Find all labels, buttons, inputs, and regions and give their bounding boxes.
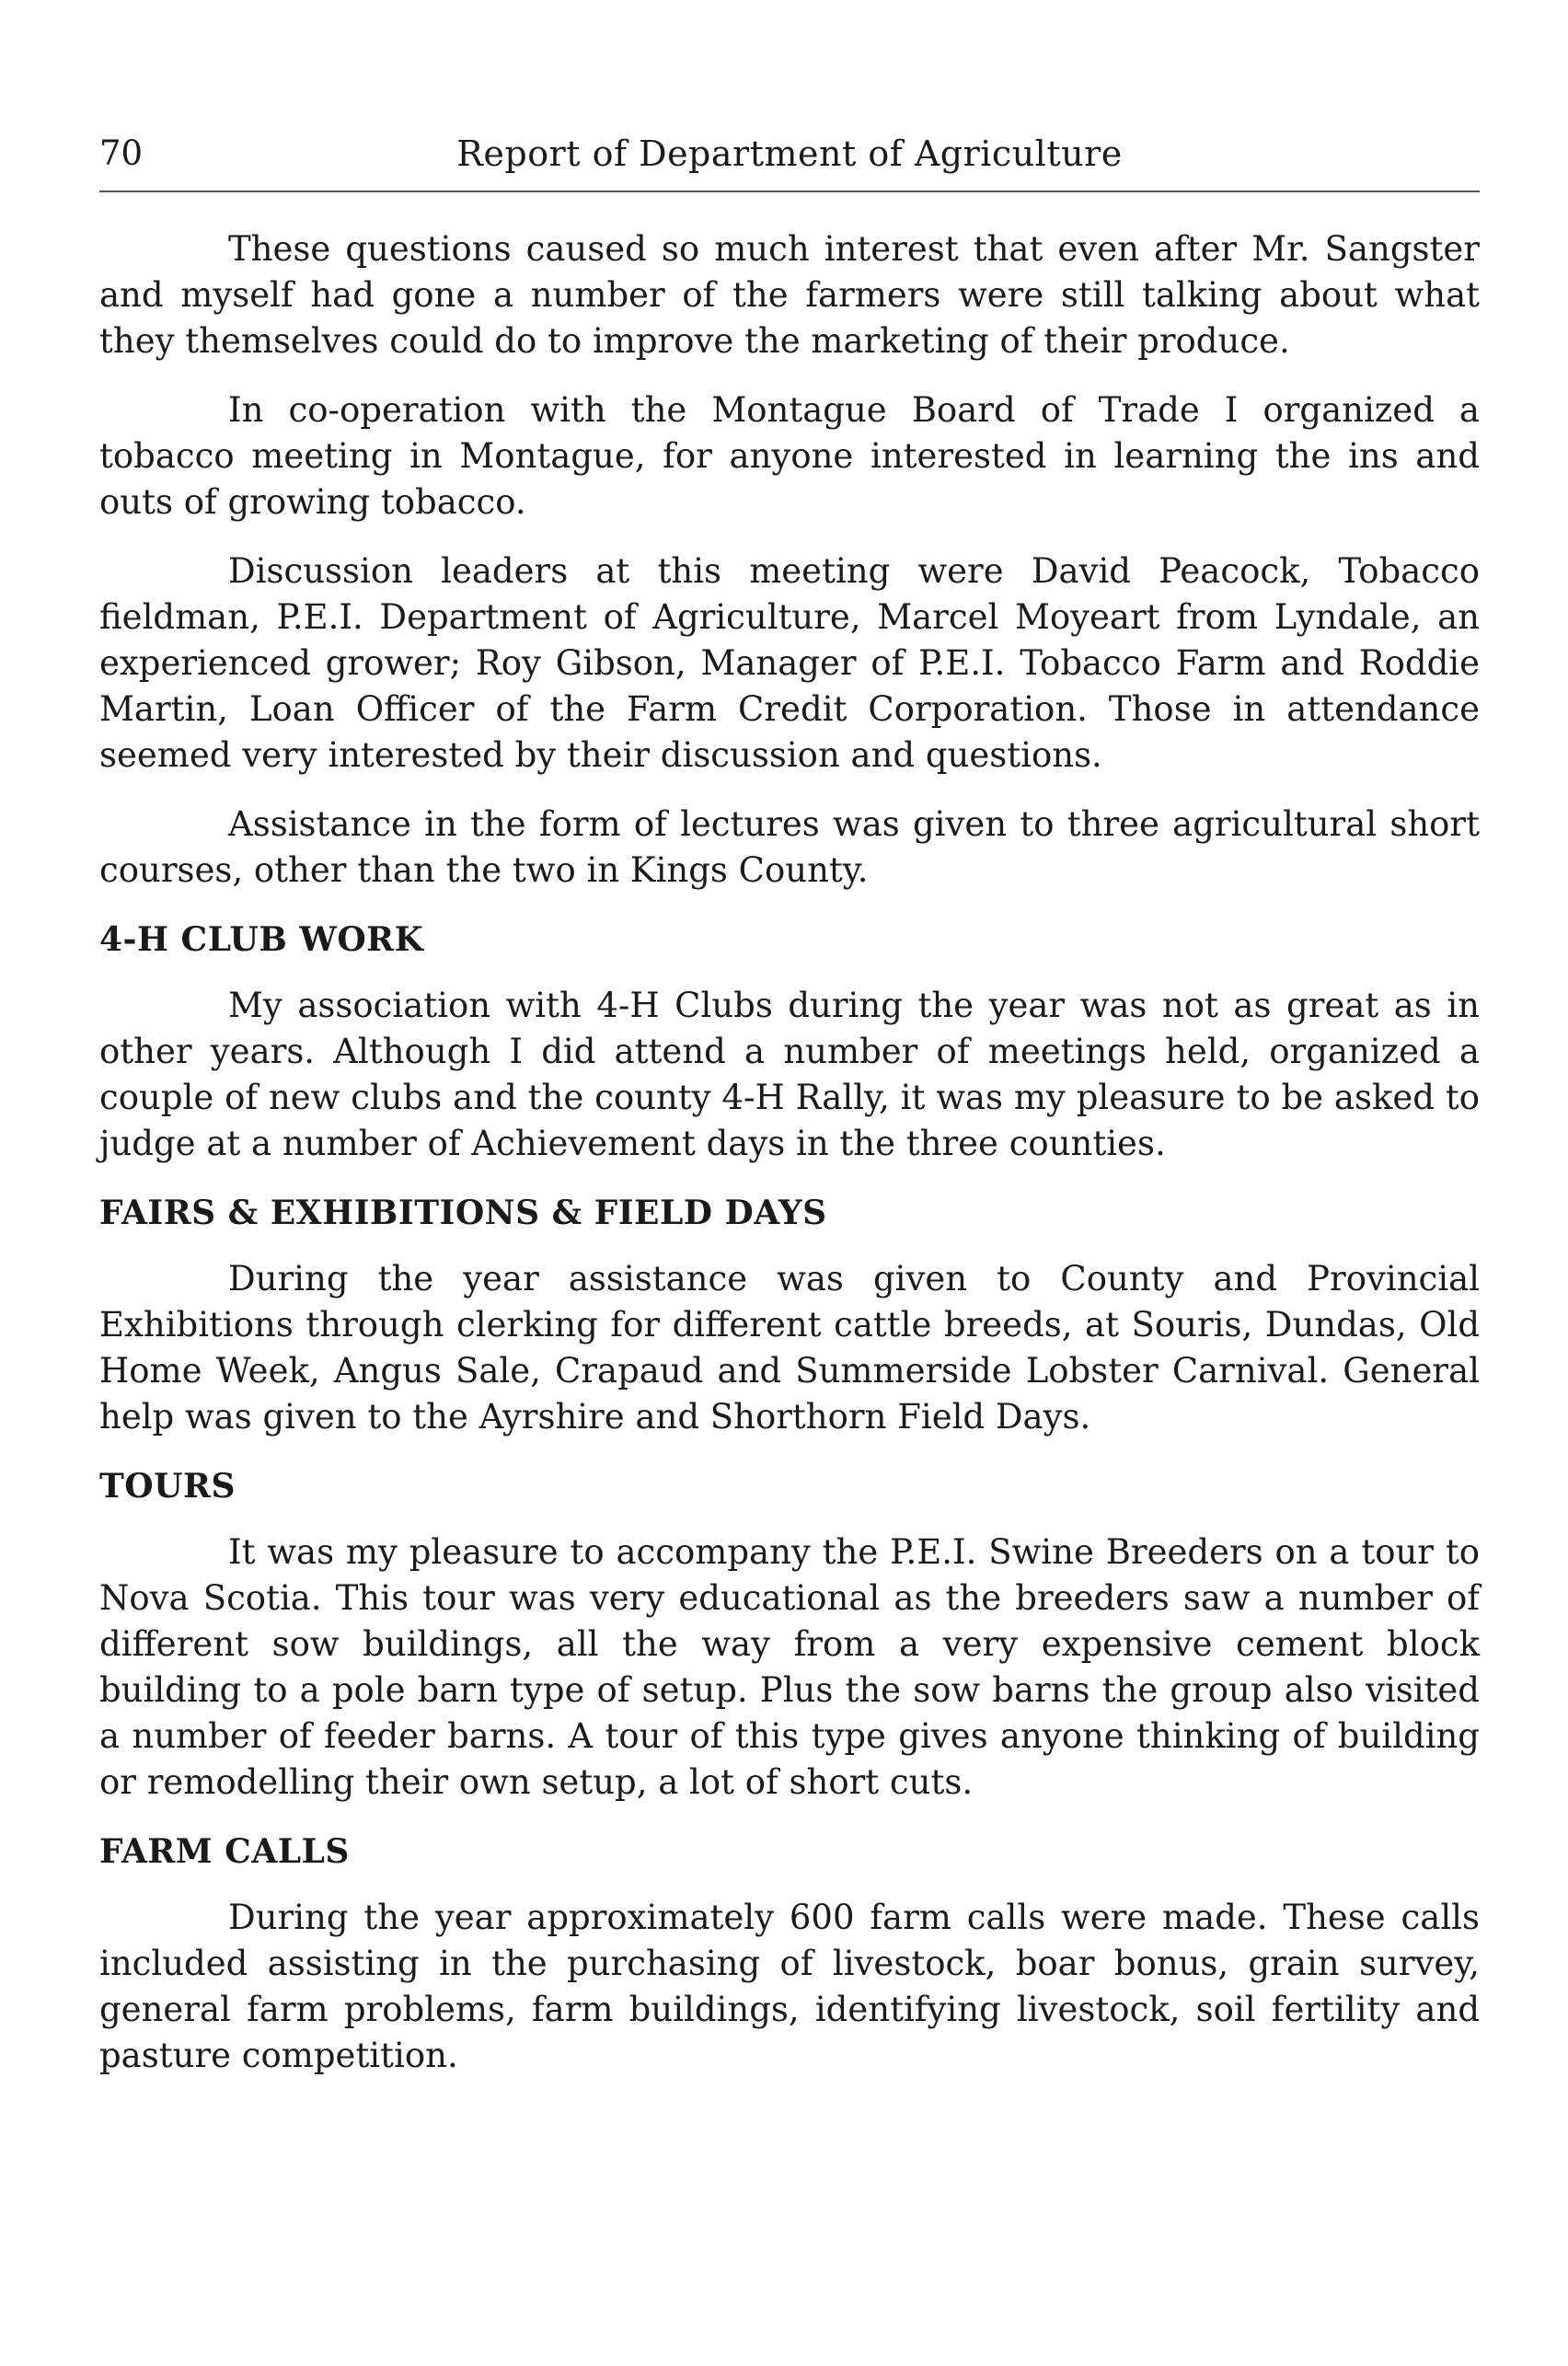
paragraph-farm-calls: During the year approximately 600 farm calls were made. These calls included assisting in the purchasing of livestock, boar bonus, grain survey, general farm problems, farm buildings, identifying livestock, soil fertility and pasture competition.: [99, 1898, 1480, 2075]
section-heading-club-work: 4-H CLUB WORK: [99, 920, 424, 959]
paragraph-tobacco-meeting: In co-operation with the Montague Board of Trade I organized a tobacco meeting in Montague, for anyone interested in learning the ins and outs of growing tobacco.: [99, 390, 1480, 522]
section-heading-farm-calls: FARM CALLS: [99, 1832, 350, 1871]
section-heading-tours: TOURS: [99, 1467, 236, 1506]
running-title: Report of Department of Agriculture: [456, 133, 1123, 174]
section-heading-fairs: FAIRS & EXHIBITIONS & FIELD DAYS: [99, 1194, 827, 1232]
paragraph-fairs: During the year assistance was given to County and Provincial Exhibitions through clerking for different cattle breeds, at Souris, Dundas, Old Home Week, Angus Sale, Crapaud and Summerside Lobster Carnival. General help was given to the Ayrshire and Shorthorn Field Days.: [99, 1259, 1480, 1437]
paragraph-tours: It was my pleasure to accompany the P.E.I. Swine Breeders on a tour to Nova Scotia. This tour was very educational as the breeders saw a number of different sow buildings, all the way from a very expensive cement block building to a pole barn type of setup. Plus the sow barns the group also visited a number of feeder barns. A tour of this type gives anyone thinking of building or remodelling their own setup, a lot of short cuts.: [99, 1532, 1480, 1802]
paragraph-short-courses: Assistance in the form of lectures was given to three agricultural short courses, other than the two in Kings County.: [99, 804, 1480, 890]
running-header: [99, 121, 1480, 186]
paragraph-marketing-discussion: These questions caused so much interest that even after Mr. Sangster and myself had gone a number of the farmers were still talking about what they themselves could do to improve the marketing of their produce.: [99, 229, 1480, 361]
page-number: 70: [99, 133, 144, 173]
paragraph-club-work: My association with 4-H Clubs during the year was not as great as in other years. Although I did attend a number of meetings held, organized a couple of new clubs and the county 4-H Rally, it was my pleasure to be asked to judge at a number of Achievement days in the three counties.: [99, 986, 1480, 1163]
header-rule: [99, 190, 1480, 192]
body-text: [99, 226, 1480, 2102]
paragraph-discussion-leaders: Discussion leaders at this meeting were David Peacock, Tobacco fieldman, P.E.I. Department of Agriculture, Marcel Moyeart from Lyndale, an experienced grower; Roy Gibson, Manager of P.E.I. Tobacco Farm and Roddie Martin, Loan Officer of the Farm Credit Corporation. Those in attendance seemed very interested by their discussion and questions.: [99, 551, 1480, 775]
